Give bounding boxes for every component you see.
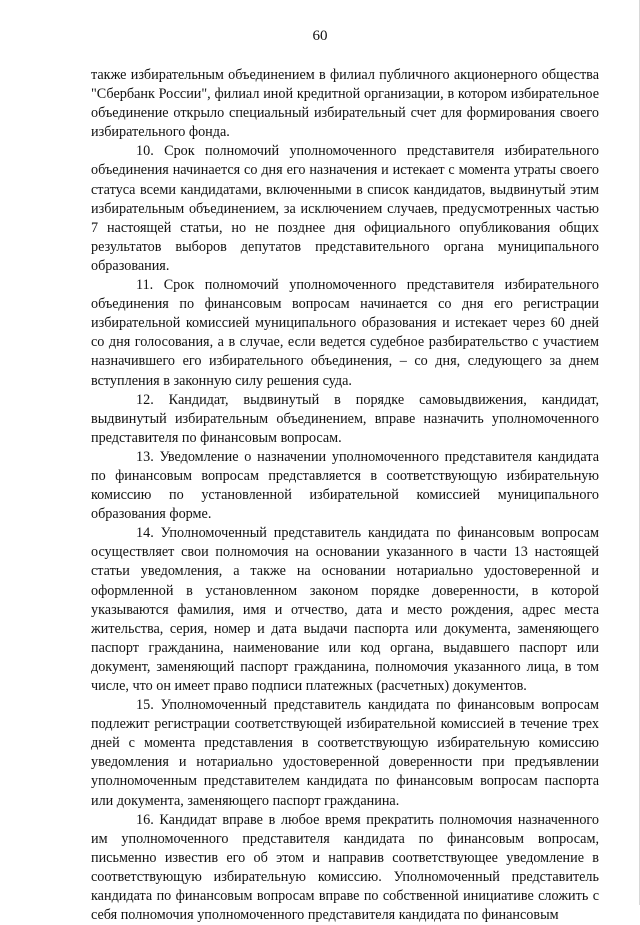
paragraph-item-10: 10. Срок полномочий уполномоченного представителя избирательного объединения начинается со дня его назначения и истекает с момента утраты своего статуса всеми кандидатами, включенными в список кандидатов, выдвинутый этим избирательным объединением, за исключением случаев, предусмотренных частью 7 настоящей статьи, но не позднее дня официального опубликования общих результатов выборов депутатов представительного органа муниципального образования. (91, 143, 599, 274)
paragraph-item-11: 11. Срок полномочий уполномоченного представителя избирательного объединения по финансовым вопросам начинается со дня его регистрации избирательной комиссией муниципального образования и истекает через 60 дней со дня голосования, а в случае, если ведется судебное разбирательство с участием назначившего его избирательного объединения, – со дня, следующего за днем вступления в законную силу решения суда. (91, 277, 599, 389)
paragraph-item-13: 13. Уведомление о назначении уполномоченного представителя кандидата по финансовым вопросам представляется в соответствующую избирательную комиссию по установленной избирательной комиссией муниципального образования форме. (91, 448, 599, 523)
paragraph-continuation: также избирательным объединением в филиал публичного акционерного общества "Сбербанк России", филиал иной кредитной организации, в котором избирательное объединение открыло специальный избирательный счет для формирования своего избирательного фонда. (91, 67, 599, 141)
paragraph-item-15: 15. Уполномоченный представитель кандидата по финансовым вопросам подлежит регистрации соответствующей избирательной комиссией в течение трех дней с момента представления в соответствующую избирательную комиссию уведомления и нотариально удостоверенной доверенности при предъявлении уполномоченным представителем кандидата по финансовым вопросам паспорта или документа, заменяющего паспорт гражданина. (91, 697, 599, 809)
paragraph-item-12: 12. Кандидат, выдвинутый в порядке самовыдвижения, кандидат, выдвинутый избирательным объединением, вправе назначить уполномоченного представителя по финансовым вопросам. (91, 391, 599, 446)
paragraph-item-16: 16. Кандидат вправе в любое время прекратить полномочия назначенного им уполномоченного представителя кандидата по финансовым вопросам, письменно известив его об этом и направив соответствующее уведомление в соответствующую избирательную комиссию. Уполномоченный представитель кандидата по финансовым вопросам вправе по собственной инициативе сложить с себя полномочия уполномоченного представителя кандидата по финансовым (91, 811, 599, 924)
document-body (91, 66, 599, 925)
paragraph-item-14: 14. Уполномоченный представитель кандидата по финансовым вопросам осуществляет свои полномочия на основании указанного в части 13 настоящей статьи уведомления, а также на основании нотариально удостоверенной и оформленной в установленном законом порядке доверенности, в которой указываются фамилия, имя и отчество, дата и место рождения, адрес места жительства, серия, номер и дата выдачи паспорта или документа, заменяющего паспорт гражданина, наименование или код органа, выдавшего паспорт или документ, заменяющий паспорт гражданина, полномочия указанного лица, в том числе, что он имеет право подписи платежных (расчетных) документов. (91, 525, 599, 694)
page-number: 60 (312, 28, 328, 44)
